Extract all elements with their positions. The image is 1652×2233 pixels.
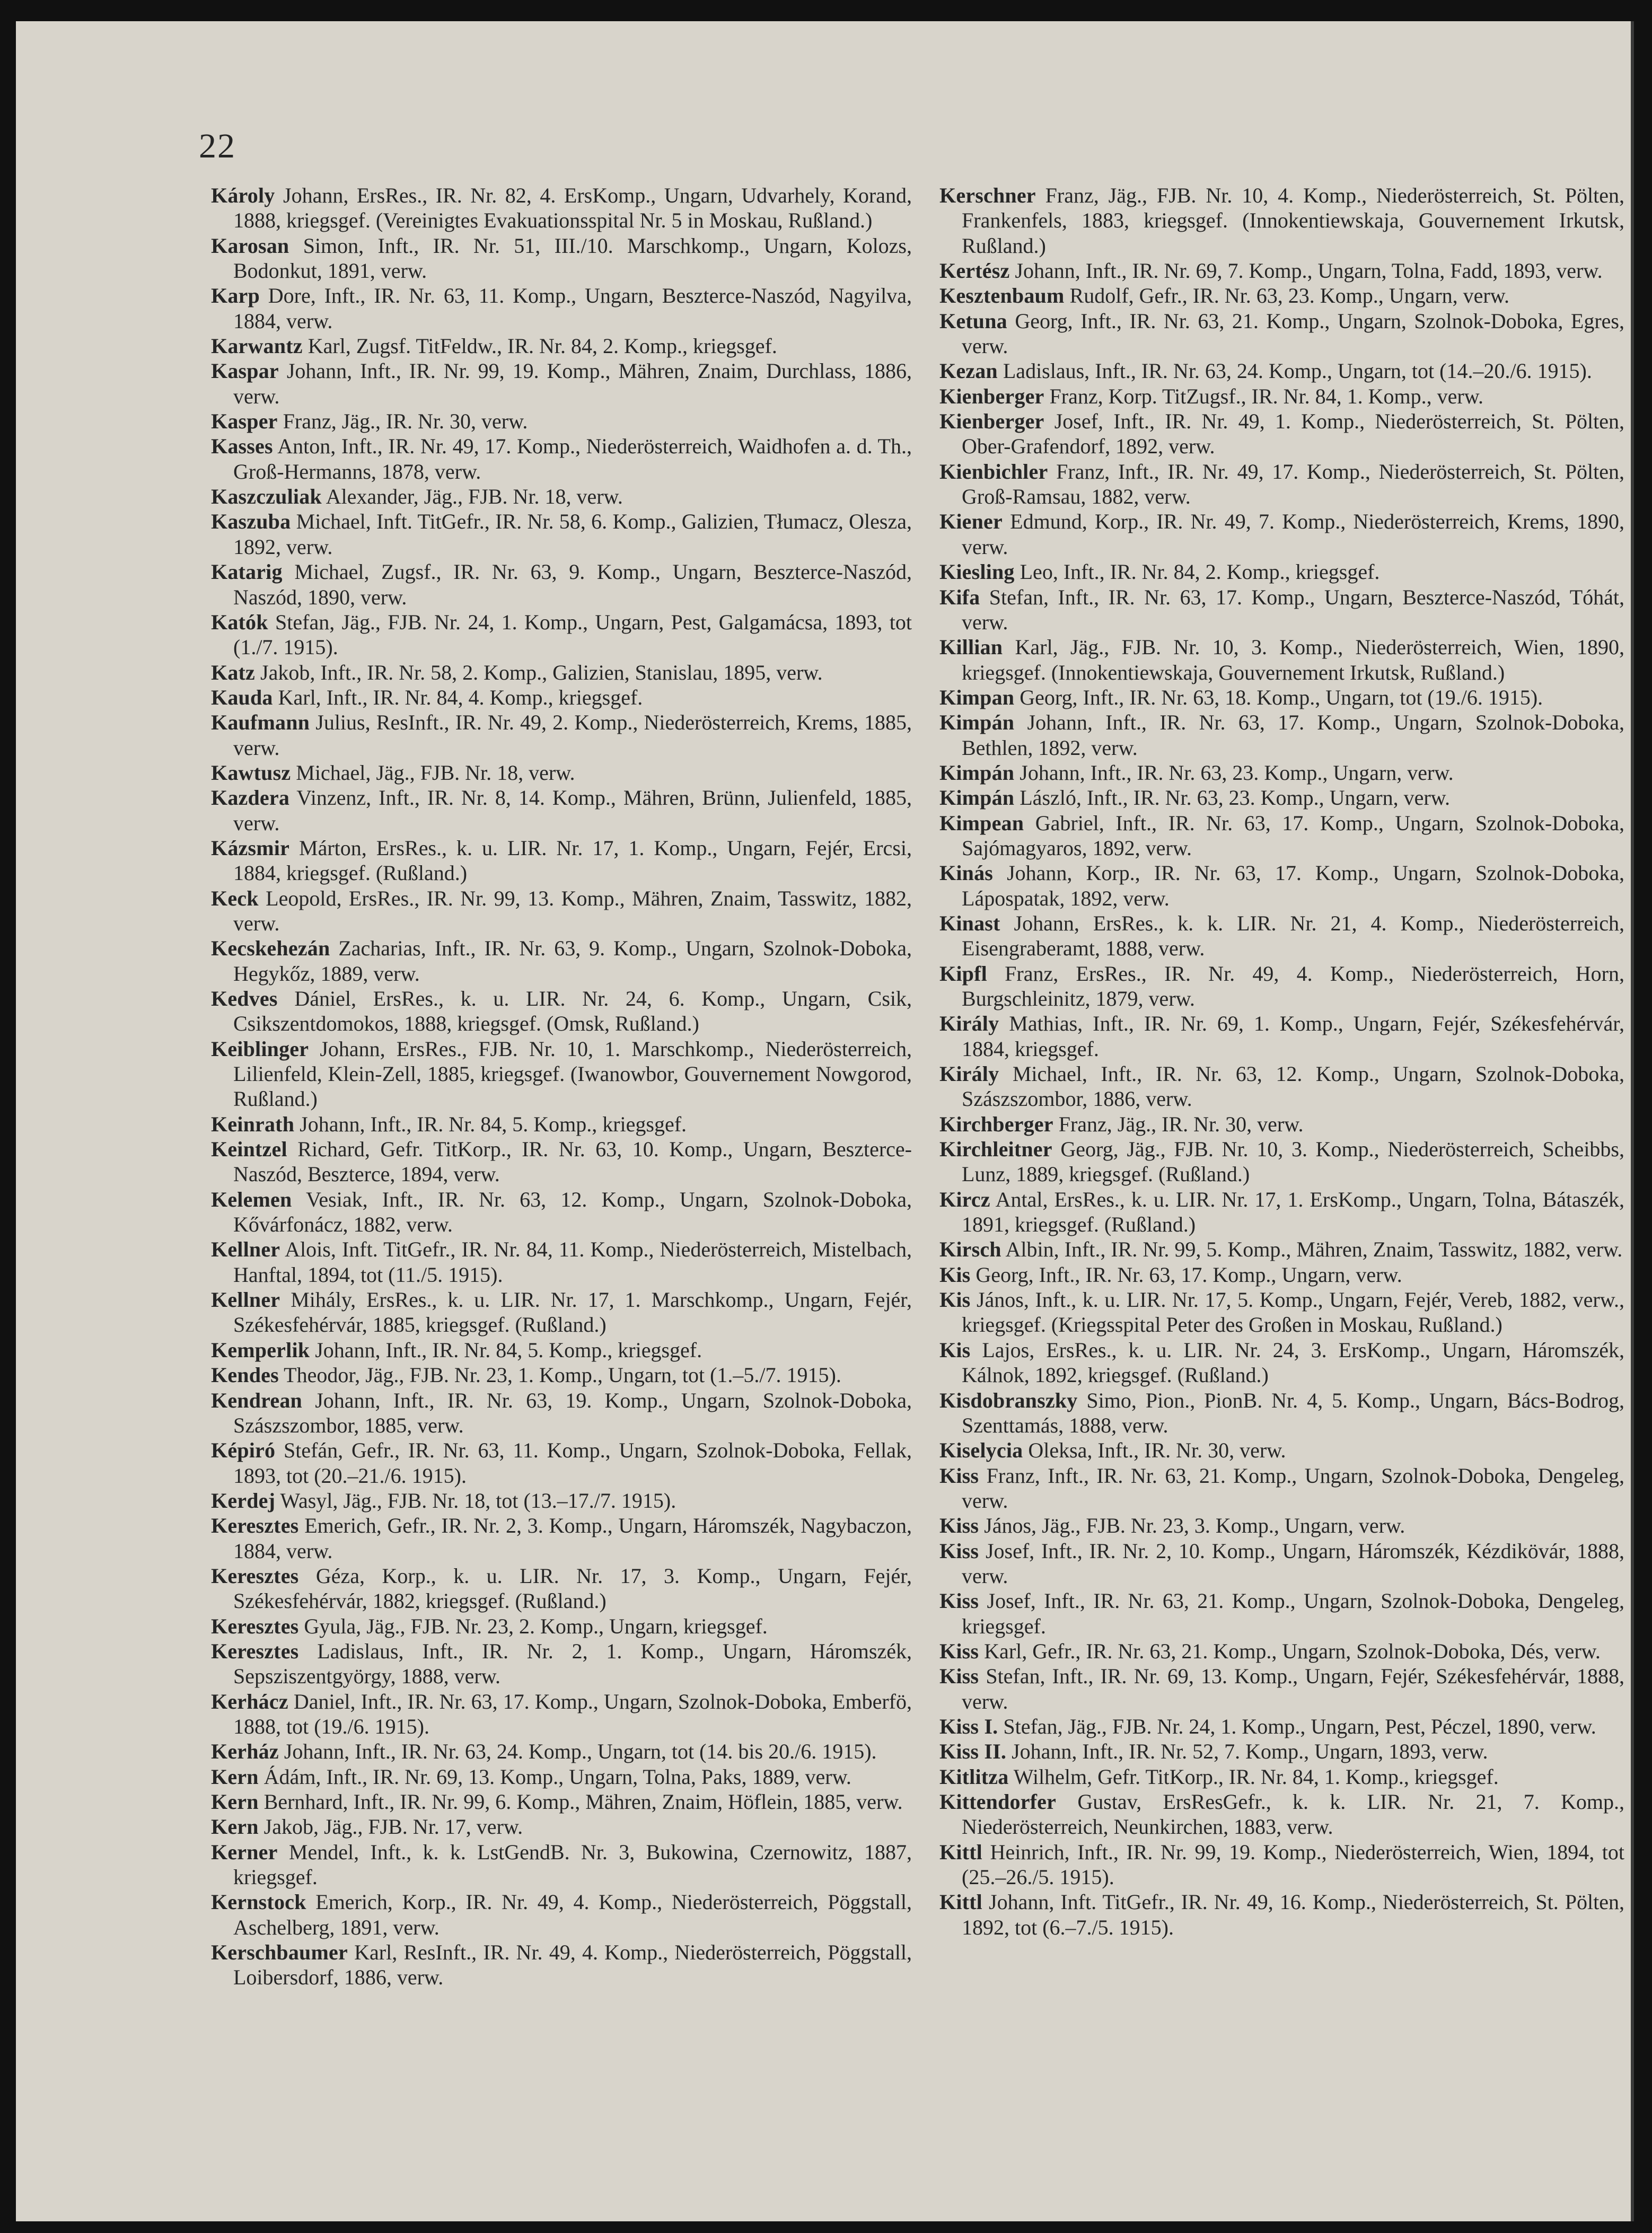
- register-entry: [211, 434, 912, 484]
- entry-details: Leo, Inft., IR. Nr. 84, 2. Komp., kriegsgef.: [1014, 560, 1380, 584]
- register-entry: [939, 1664, 1624, 1714]
- register-entry: [939, 811, 1624, 861]
- register-entry: [211, 1840, 912, 1890]
- register-entry: [939, 1237, 1624, 1262]
- entry-details: Johann, Inft., IR. Nr. 99, 19. Komp., Mähren, Znaim, Durchlass, 1886, verw.: [233, 359, 912, 408]
- entry-details: Bernhard, Inft., IR. Nr. 99, 6. Komp., Mähren, Znaim, Höflein, 1885, verw.: [258, 1790, 903, 1814]
- entry-surname: Kauda: [211, 685, 273, 709]
- register-entry: [211, 610, 912, 660]
- register-entry: [211, 1488, 912, 1513]
- entry-surname: Kerner: [211, 1840, 278, 1864]
- register-entry: [211, 1362, 912, 1387]
- entry-details: Emerich, Gefr., IR. Nr. 2, 3. Komp., Ungarn, Háromszék, Nagybaczon, 1884, verw.: [233, 1514, 912, 1563]
- register-entry: [939, 509, 1624, 559]
- entry-details: Ladislaus, Inft., IR. Nr. 63, 24. Komp., Ungarn, tot (14.–20./6. 1915).: [997, 359, 1592, 383]
- register-entry: [211, 760, 912, 785]
- entry-details: Josef, Inft., IR. Nr. 49, 1. Komp., Niederösterreich, St. Pölten, Ober-Grafendorf, 1892, verw.: [962, 409, 1624, 459]
- register-entry: [211, 283, 912, 333]
- entry-details: Rudolf, Gefr., IR. Nr. 63, 23. Komp., Ungarn, verw.: [1064, 284, 1510, 308]
- entry-details: Franz, Inft., IR. Nr. 49, 17. Komp., Niederösterreich, St. Pölten, Groß-Ramsau, 1882, verw.: [962, 459, 1624, 509]
- entry-surname: Kerdej: [211, 1488, 276, 1513]
- entry-surname: Képiró: [211, 1438, 276, 1463]
- entry-surname: Kawtusz: [211, 760, 291, 785]
- register-entry: [211, 1338, 912, 1362]
- entry-surname: Kedves: [211, 987, 278, 1010]
- entry-surname: Ketuna: [939, 309, 1007, 333]
- entry-surname: Kittendorfer: [939, 1790, 1057, 1814]
- entry-details: Johann, ErsRes., IR. Nr. 82, 4. ErsKomp., Ungarn, Udvarhely, Korand, 1888, kriegsgef. (Vereinigtes Evakuationsspital Nr. 5 in Moskau, Rußland.): [233, 183, 912, 233]
- register-entry: [939, 1714, 1624, 1739]
- entry-surname: Kaspar: [211, 359, 279, 383]
- register-entry: [939, 1513, 1624, 1538]
- entry-surname: Kitlitza: [939, 1764, 1009, 1789]
- register-entry: [939, 685, 1624, 710]
- register-entry: [939, 1840, 1624, 1890]
- entry-details: Michael, Jäg., FJB. Nr. 18, verw.: [291, 760, 575, 785]
- register-entry: [939, 409, 1624, 459]
- entry-details: Stefan, Jäg., FJB. Nr. 24, 1. Komp., Ungarn, Pest, Galgamácsa, 1893, tot (1./7. 1915).: [233, 610, 912, 660]
- entry-details: Karl, Gefr., IR. Nr. 63, 21. Komp., Ungarn, Szolnok-Doboka, Dés, verw.: [979, 1639, 1601, 1663]
- entry-surname: Kis: [939, 1262, 971, 1287]
- entry-surname: Kiss II.: [939, 1739, 1007, 1764]
- entry-surname: Kircz: [939, 1187, 990, 1211]
- entry-surname: Kiss I.: [939, 1714, 998, 1738]
- register-entry: [211, 1764, 912, 1789]
- entry-surname: Kazdera: [211, 786, 290, 810]
- register-entry: [211, 1388, 912, 1438]
- entry-details: Zacharias, Inft., IR. Nr. 63, 9. Komp., Ungarn, Szolnok-Doboka, Hegykőz, 1889, verw.: [233, 936, 912, 986]
- entry-details: Josef, Inft., IR. Nr. 2, 10. Komp., Ungarn, Háromszék, Kézdikövár, 1888, verw.: [962, 1539, 1624, 1588]
- entry-surname: Karwantz: [211, 334, 303, 358]
- register-entry: [939, 785, 1624, 810]
- register-entry: [939, 358, 1624, 383]
- entry-surname: Kern: [211, 1790, 259, 1814]
- entry-surname: Killian: [939, 635, 1003, 660]
- register-entry: [939, 585, 1624, 635]
- entry-surname: Keresztes: [211, 1614, 299, 1638]
- entry-details: Franz, Jäg., FJB. Nr. 10, 4. Komp., Niederösterreich, St. Pölten, Frankenfels, 1883, kriegsgef. (Innokentiewskaja, Gouvernement Irkutsk, Rußland.): [962, 183, 1624, 258]
- register-entry: [211, 1237, 912, 1287]
- register-entry: [211, 1112, 912, 1137]
- register-entry: [211, 1639, 912, 1689]
- register-entry: [211, 1889, 912, 1940]
- entry-surname: Kemperlik: [211, 1338, 310, 1362]
- entry-details: Heinrich, Inft., IR. Nr. 99, 19. Komp., Niederösterreich, Wien, 1894, tot (25.–26./5. 1915).: [962, 1840, 1624, 1889]
- register-entry: [211, 358, 912, 409]
- register-entry: [939, 1112, 1624, 1137]
- entry-surname: Kittl: [939, 1890, 982, 1914]
- entry-details: Gustav, ErsResGefr., k. k. LIR. Nr. 21, 7. Komp., Niederösterreich, Neunkirchen, 1883, verw.: [962, 1790, 1624, 1839]
- register-entry: [211, 1789, 912, 1814]
- register-entry: [939, 1137, 1624, 1187]
- entry-details: Lajos, ErsRes., k. u. LIR. Nr. 24, 3. ErsKomp., Ungarn, Háromszék, Kálnok, 1892, kriegsgef. (Rußland.): [962, 1338, 1624, 1387]
- entry-details: Ádám, Inft., IR. Nr. 69, 13. Komp., Ungarn, Tolna, Paks, 1889, verw.: [258, 1764, 851, 1789]
- entry-details: Jakob, Jäg., FJB. Nr. 17, verw.: [258, 1815, 523, 1839]
- entry-surname: Keck: [211, 886, 259, 910]
- entry-details: Johann, Inft., IR. Nr. 69, 7. Komp., Ungarn, Tolna, Fadd, 1893, verw.: [1009, 259, 1603, 283]
- register-entry: [211, 836, 912, 886]
- entry-surname: Kimpán: [939, 710, 1015, 735]
- register-entry: [211, 1036, 912, 1112]
- entry-details: Simon, Inft., IR. Nr. 51, III./10. Marschkomp., Ungarn, Kolozs, Bodonkut, 1891, verw.: [233, 233, 912, 283]
- entry-details: Johann, Inft., IR. Nr. 84, 5. Komp., kriegsgef.: [294, 1112, 687, 1136]
- register-entry: [211, 1689, 912, 1739]
- entry-surname: Kimpán: [939, 760, 1015, 785]
- entry-surname: Kerschbaumer: [211, 1940, 348, 1965]
- entry-surname: Keresztes: [211, 1514, 299, 1538]
- entry-details: Johann, Inft., IR. Nr. 52, 7. Komp., Ungarn, 1893, verw.: [1006, 1739, 1488, 1764]
- entry-surname: Kiss: [939, 1463, 979, 1488]
- entry-surname: Kernstock: [211, 1890, 306, 1914]
- entry-surname: Kasper: [211, 409, 278, 434]
- register-entry: [211, 1187, 912, 1237]
- entry-surname: Kellner: [211, 1237, 280, 1262]
- entry-surname: Kerhácz: [211, 1689, 288, 1713]
- register-entry: [939, 559, 1624, 584]
- register-entry: [939, 1011, 1624, 1061]
- entry-surname: Keintzel: [211, 1137, 287, 1162]
- entry-details: Mihály, ErsRes., k. u. LIR. Nr. 17, 1. Marschkomp., Ungarn, Fejér, Székesfehérvár, 1885, kriegsgef. (Rußland.): [233, 1288, 912, 1337]
- register-entry: [211, 785, 912, 836]
- entry-details: Michael, Zugsf., IR. Nr. 63, 9. Komp., Ungarn, Beszterce-Naszód, Naszód, 1890, verw.: [233, 560, 912, 609]
- entry-surname: Kaszczuliak: [211, 485, 322, 509]
- entry-surname: Károly: [211, 183, 275, 207]
- entry-surname: Király: [939, 1062, 999, 1086]
- page-edge-shadow: [1631, 21, 1634, 2221]
- register-entry: [211, 1814, 912, 1839]
- entry-surname: Kipfl: [939, 961, 987, 986]
- entry-surname: Kimpan: [939, 685, 1015, 709]
- entry-details: Richard, Gefr. TitKorp., IR. Nr. 63, 10. Komp., Ungarn, Beszterce-Naszód, Beszterce, 1894, verw.: [233, 1137, 912, 1186]
- entry-details: János, Inft., k. u. LIR. Nr. 17, 5. Komp., Ungarn, Fejér, Vereb, 1882, verw., kriegsgef. (Kriegsspital Peter des Großen in Moskau, Rußland.): [962, 1288, 1624, 1337]
- entry-surname: Kirsch: [939, 1237, 1001, 1262]
- entry-details: Stefan, Inft., IR. Nr. 63, 17. Komp., Ungarn, Beszterce-Naszód, Tóhát, verw.: [962, 585, 1624, 634]
- entry-details: Josef, Inft., IR. Nr. 63, 21. Komp., Ungarn, Szolnok-Doboka, Dengeleg, kriegsgef.: [962, 1589, 1624, 1638]
- register-entry: [939, 1739, 1624, 1764]
- entry-details: Dániel, ErsRes., k. u. LIR. Nr. 24, 6. Komp., Ungarn, Csik, Csikszentdomokos, 1888, kriegsgef. (Omsk, Rußland.): [233, 987, 912, 1036]
- entry-surname: Kinast: [939, 911, 1000, 935]
- entry-details: Karl, Inft., IR. Nr. 84, 4. Komp., kriegsgef.: [273, 685, 643, 709]
- register-entry: [211, 409, 912, 434]
- entry-details: Georg, Inft., IR. Nr. 63, 17. Komp., Ungarn, verw.: [970, 1262, 1402, 1287]
- entry-details: János, Jäg., FJB. Nr. 23, 3. Komp., Ungarn, verw.: [979, 1514, 1405, 1538]
- entry-surname: Kis: [939, 1338, 971, 1362]
- entry-surname: Kiss: [939, 1664, 979, 1689]
- entry-surname: Katarig: [211, 560, 283, 584]
- entry-details: Johann, Inft., IR. Nr. 84, 5. Komp., kriegsgef.: [310, 1338, 702, 1362]
- entry-surname: Kienberger: [939, 409, 1044, 434]
- entry-details: Márton, ErsRes., k. u. LIR. Nr. 17, 1. Komp., Ungarn, Fejér, Ercsi, 1884, kriegsgef. (Rußland.): [233, 836, 912, 885]
- entry-details: Vinzenz, Inft., IR. Nr. 8, 14. Komp., Mähren, Brünn, Julienfeld, 1885, verw.: [233, 786, 912, 835]
- entry-surname: Király: [939, 1012, 999, 1036]
- entry-details: Edmund, Korp., IR. Nr. 49, 7. Komp., Niederösterreich, Krems, 1890, verw.: [962, 509, 1624, 559]
- entry-details: Johann, Korp., IR. Nr. 63, 17. Komp., Ungarn, Szolnok-Doboka, Lápospatak, 1892, verw.: [962, 861, 1624, 910]
- left-column: [211, 183, 912, 1990]
- register-entry: [939, 1287, 1624, 1338]
- entry-surname: Keresztes: [211, 1639, 299, 1663]
- entry-details: László, Inft., IR. Nr. 63, 23. Komp., Ungarn, verw.: [1014, 786, 1450, 810]
- entry-details: Simo, Pion., PionB. Nr. 4, 5. Komp., Ungarn, Bács-Bodrog, Szenttamás, 1888, verw.: [962, 1388, 1624, 1437]
- entry-surname: Kázsmir: [211, 836, 290, 860]
- entry-surname: Kienberger: [939, 384, 1044, 408]
- register-entry: [939, 710, 1624, 760]
- register-entry: [211, 1614, 912, 1639]
- entry-details: Géza, Korp., k. u. LIR. Nr. 17, 3. Komp., Ungarn, Fejér, Székesfehérvár, 1882, kriegsgef. (Rußland.): [233, 1563, 912, 1613]
- entry-surname: Katók: [211, 610, 268, 634]
- entry-details: Johann, Inft., IR. Nr. 63, 23. Komp., Ungarn, verw.: [1014, 760, 1454, 785]
- register-entry: [211, 333, 912, 358]
- entry-details: Karl, Jäg., FJB. Nr. 10, 3. Komp., Niederösterreich, Wien, 1890, kriegsgef. (Innokentiewskaja, Gouvernement Irkutsk, Rußland.): [962, 635, 1624, 684]
- entry-details: Stefan, Jäg., FJB. Nr. 24, 1. Komp., Ungarn, Pest, Péczel, 1890, verw.: [998, 1714, 1596, 1738]
- entry-details: Johann, ErsRes., FJB. Nr. 10, 1. Marschkomp., Niederösterreich, Lilienfeld, Klein-Zell, 1885, kriegsgef. (Iwanowbor, Gouvernement Nowgorod, Rußland.): [233, 1036, 912, 1111]
- entry-details: Daniel, Inft., IR. Nr. 63, 17. Komp., Ungarn, Szolnok-Doboka, Emberfö, 1888, tot (19./6. 1915).: [233, 1689, 912, 1738]
- entry-surname: Kirchleitner: [939, 1137, 1052, 1162]
- register-entry: [939, 961, 1624, 1012]
- entry-surname: Kirchberger: [939, 1112, 1053, 1136]
- register-entry: [211, 685, 912, 710]
- register-entry: [211, 1563, 912, 1614]
- entry-details: Wasyl, Jäg., FJB. Nr. 18, tot (13.–17./7. 1915).: [275, 1488, 676, 1513]
- register-entry: [939, 635, 1624, 685]
- entry-details: Johann, ErsRes., k. k. LIR. Nr. 21, 4. Komp., Niederösterreich, Eisengraberamt, 1888, verw.: [962, 911, 1624, 961]
- register-entry: [939, 1438, 1624, 1463]
- register-entry: [939, 760, 1624, 785]
- entry-details: Franz, Jäg., IR. Nr. 30, verw.: [277, 409, 528, 434]
- register-entry: [211, 484, 912, 509]
- right-column: [939, 183, 1624, 1940]
- entry-surname: Kis: [939, 1288, 971, 1312]
- entry-details: Julius, ResInft., IR. Nr. 49, 2. Komp., Niederösterreich, Krems, 1885, verw.: [233, 710, 912, 760]
- entry-surname: Kiselycia: [939, 1438, 1023, 1463]
- entry-surname: Kiss: [939, 1539, 979, 1563]
- register-entry: [211, 1739, 912, 1764]
- entry-surname: Kerház: [211, 1739, 279, 1764]
- register-entry: [939, 1539, 1624, 1589]
- register-entry: [211, 1940, 912, 1990]
- entry-surname: Kendes: [211, 1363, 279, 1387]
- entry-surname: Karp: [211, 284, 260, 308]
- entry-surname: Keresztes: [211, 1563, 299, 1588]
- register-entry: [211, 1287, 912, 1338]
- register-entry: [211, 183, 912, 233]
- entry-details: Albin, Inft., IR. Nr. 99, 5. Komp., Mähren, Znaim, Tasswitz, 1882, verw.: [1001, 1237, 1623, 1262]
- register-entry: [939, 911, 1624, 961]
- register-entry: [211, 660, 912, 685]
- register-entry: [211, 1137, 912, 1187]
- entry-details: Georg, Jäg., FJB. Nr. 10, 3. Komp., Niederösterreich, Scheibbs, Lunz, 1889, kriegsgef. (Rußland.): [962, 1137, 1624, 1186]
- entry-surname: Katz: [211, 660, 255, 684]
- entry-surname: Kisdobranszky: [939, 1388, 1078, 1412]
- entry-surname: Kiener: [939, 509, 1003, 534]
- register-entry: [939, 309, 1624, 359]
- entry-details: Johann, Inft., IR. Nr. 63, 19. Komp., Ungarn, Szolnok-Doboka, Szászszombor, 1885, verw.: [233, 1388, 912, 1437]
- register-entry: [939, 283, 1624, 308]
- entry-details: Dore, Inft., IR. Nr. 63, 11. Komp., Ungarn, Beszterce-Naszód, Nagyilva, 1884, verw.: [233, 284, 912, 333]
- entry-surname: Kimpean: [939, 811, 1024, 835]
- document-page: [16, 21, 1634, 2221]
- register-entry: [211, 986, 912, 1036]
- entry-surname: Kelemen: [211, 1187, 292, 1211]
- entry-details: Antal, ErsRes., k. u. LIR. Nr. 17, 1. ErsKomp., Ungarn, Tolna, Bátaszék, 1891, kriegsgef. (Rußland.): [962, 1187, 1624, 1237]
- entry-surname: Kienbichler: [939, 459, 1048, 483]
- entry-details: Stefan, Inft., IR. Nr. 69, 13. Komp., Ungarn, Fejér, Székesfehérvár, 1888, verw.: [962, 1664, 1624, 1713]
- register-entry: [211, 559, 912, 610]
- entry-surname: Kern: [211, 1764, 259, 1789]
- entry-details: Johann, Inft., IR. Nr. 63, 17. Komp., Ungarn, Szolnok-Doboka, Bethlen, 1892, verw.: [962, 710, 1624, 760]
- entry-surname: Kecskehezán: [211, 936, 330, 961]
- entry-details: Franz, Jäg., IR. Nr. 30, verw.: [1053, 1112, 1304, 1136]
- entry-details: Stefán, Gefr., IR. Nr. 63, 11. Komp., Ungarn, Szolnok-Doboka, Fellak, 1893, tot (20.–21./6. 1915).: [233, 1438, 912, 1488]
- entry-details: Mendel, Inft., k. k. LstGendB. Nr. 3, Bukowina, Czernowitz, 1887, kriegsgef.: [233, 1840, 912, 1889]
- entry-surname: Kinás: [939, 861, 994, 885]
- entry-details: Michael, Inft., IR. Nr. 63, 12. Komp., Ungarn, Szolnok-Doboka, Szászszombor, 1886, verw.: [962, 1062, 1624, 1111]
- register-entry: [211, 710, 912, 760]
- entry-details: Leopold, ErsRes., IR. Nr. 99, 13. Komp., Mähren, Znaim, Tasswitz, 1882, verw.: [233, 886, 912, 935]
- entry-details: Anton, Inft., IR. Nr. 49, 17. Komp., Niederösterreich, Waidhofen a. d. Th., Groß-Hermanns, 1878, verw.: [233, 434, 912, 483]
- entry-surname: Karosan: [211, 233, 289, 258]
- register-entry: [939, 384, 1624, 409]
- entry-details: Johann, Inft., IR. Nr. 63, 24. Komp., Ungarn, tot (14. bis 20./6. 1915).: [278, 1739, 877, 1764]
- entry-surname: Keiblinger: [211, 1036, 309, 1061]
- entry-surname: Kaufmann: [211, 710, 310, 735]
- entry-details: Theodor, Jäg., FJB. Nr. 23, 1. Komp., Ungarn, tot (1.–5./7. 1915).: [278, 1363, 841, 1387]
- register-entry: [211, 509, 912, 559]
- register-entry: [211, 936, 912, 986]
- entry-details: Franz, ErsRes., IR. Nr. 49, 4. Komp., Niederösterreich, Horn, Burgschleinitz, 1879, verw.: [962, 961, 1624, 1010]
- entry-surname: Kittl: [939, 1840, 982, 1864]
- entry-surname: Kiss: [939, 1589, 979, 1613]
- page-number: 22: [199, 127, 236, 165]
- entry-surname: Kaszuba: [211, 509, 291, 534]
- register-entry: [939, 1789, 1624, 1840]
- register-entry: [939, 1187, 1624, 1237]
- entry-details: Emerich, Korp., IR. Nr. 49, 4. Komp., Niederösterreich, Pöggstall, Aschelberg, 1891, verw.: [233, 1890, 912, 1939]
- register-entry: [939, 1338, 1624, 1388]
- entry-details: Oleksa, Inft., IR. Nr. 30, verw.: [1023, 1438, 1286, 1463]
- register-entry: [939, 183, 1624, 258]
- register-entry: [939, 1061, 1624, 1112]
- entry-details: Karl, ResInft., IR. Nr. 49, 4. Komp., Niederösterreich, Pöggstall, Loibersdorf, 1886, verw.: [233, 1940, 912, 1990]
- register-entry: [939, 459, 1624, 509]
- entry-details: Johann, Inft. TitGefr., IR. Nr. 49, 16. Komp., Niederösterreich, St. Pölten, 1892, tot (6.–7./5. 1915).: [962, 1890, 1624, 1939]
- register-entry: [211, 233, 912, 284]
- register-entry: [939, 860, 1624, 911]
- register-entry: [211, 1438, 912, 1488]
- entry-details: Gabriel, Inft., IR. Nr. 63, 17. Komp., Ungarn, Szolnok-Doboka, Sajómagyaros, 1892, verw.: [962, 811, 1624, 860]
- entry-details: Vesiak, Inft., IR. Nr. 63, 12. Komp., Ungarn, Szolnok-Doboka, Kővárfonácz, 1882, verw.: [233, 1187, 912, 1237]
- register-entry: [211, 886, 912, 936]
- entry-details: Mathias, Inft., IR. Nr. 69, 1. Komp., Ungarn, Fejér, Székesfehérvár, 1884, kriegsgef.: [962, 1012, 1624, 1061]
- register-entry: [939, 1889, 1624, 1940]
- entry-surname: Keinrath: [211, 1112, 295, 1136]
- entry-details: Franz, Inft., IR. Nr. 63, 21. Komp., Ungarn, Szolnok-Doboka, Dengeleg, verw.: [962, 1463, 1624, 1513]
- register-entry: [939, 1764, 1624, 1789]
- entry-surname: Kiesling: [939, 560, 1015, 584]
- entry-surname: Kerschner: [939, 183, 1036, 207]
- entry-details: Georg, Inft., IR. Nr. 63, 21. Komp., Ungarn, Szolnok-Doboka, Egres, verw.: [962, 309, 1624, 358]
- entry-surname: Kasses: [211, 434, 273, 459]
- entry-details: Michael, Inft. TitGefr., IR. Nr. 58, 6. Komp., Galizien, Tłumacz, Olesza, 1892, verw.: [233, 509, 912, 559]
- entry-details: Alexander, Jäg., FJB. Nr. 18, verw.: [321, 485, 623, 509]
- entry-details: Wilhelm, Gefr. TitKorp., IR. Nr. 84, 1. Komp., kriegsgef.: [1008, 1764, 1499, 1789]
- entry-details: Alois, Inft. TitGefr., IR. Nr. 84, 11. Komp., Niederösterreich, Mistelbach, Hanftal, 1894, tot (11./5. 1915).: [233, 1237, 912, 1287]
- entry-details: Ladislaus, Inft., IR. Nr. 2, 1. Komp., Ungarn, Háromszék, Sepsziszentgyörgy, 1888, verw.: [233, 1639, 912, 1689]
- register-entry: [939, 1463, 1624, 1514]
- entry-surname: Kendrean: [211, 1388, 302, 1412]
- register-entry: [939, 1639, 1624, 1664]
- register-entry: [939, 258, 1624, 283]
- entry-details: Gyula, Jäg., FJB. Nr. 23, 2. Komp., Ungarn, kriegsgef.: [298, 1614, 768, 1638]
- entry-surname: Kifa: [939, 585, 980, 609]
- register-entry: [939, 1388, 1624, 1438]
- entry-surname: Kellner: [211, 1288, 280, 1312]
- entry-details: Karl, Zugsf. TitFeldw., IR. Nr. 84, 2. Komp., kriegsgef.: [302, 334, 777, 358]
- entry-surname: Kiss: [939, 1514, 979, 1538]
- entry-details: Jakob, Inft., IR. Nr. 58, 2. Komp., Galizien, Stanislau, 1895, verw.: [255, 660, 823, 684]
- entry-surname: Kesztenbaum: [939, 284, 1065, 308]
- register-entry: [939, 1588, 1624, 1639]
- register-entry: [939, 1262, 1624, 1287]
- register-entry: [211, 1513, 912, 1563]
- entry-surname: Kiss: [939, 1639, 979, 1663]
- entry-details: Georg, Inft., IR. Nr. 63, 18. Komp., Ungarn, tot (19./6. 1915).: [1014, 685, 1543, 709]
- entry-surname: Kimpán: [939, 786, 1015, 810]
- entry-surname: Kertész: [939, 259, 1010, 283]
- entry-surname: Kern: [211, 1815, 259, 1839]
- entry-surname: Kezan: [939, 359, 998, 383]
- entry-details: Franz, Korp. TitZugsf., IR. Nr. 84, 1. Komp., verw.: [1044, 384, 1483, 408]
